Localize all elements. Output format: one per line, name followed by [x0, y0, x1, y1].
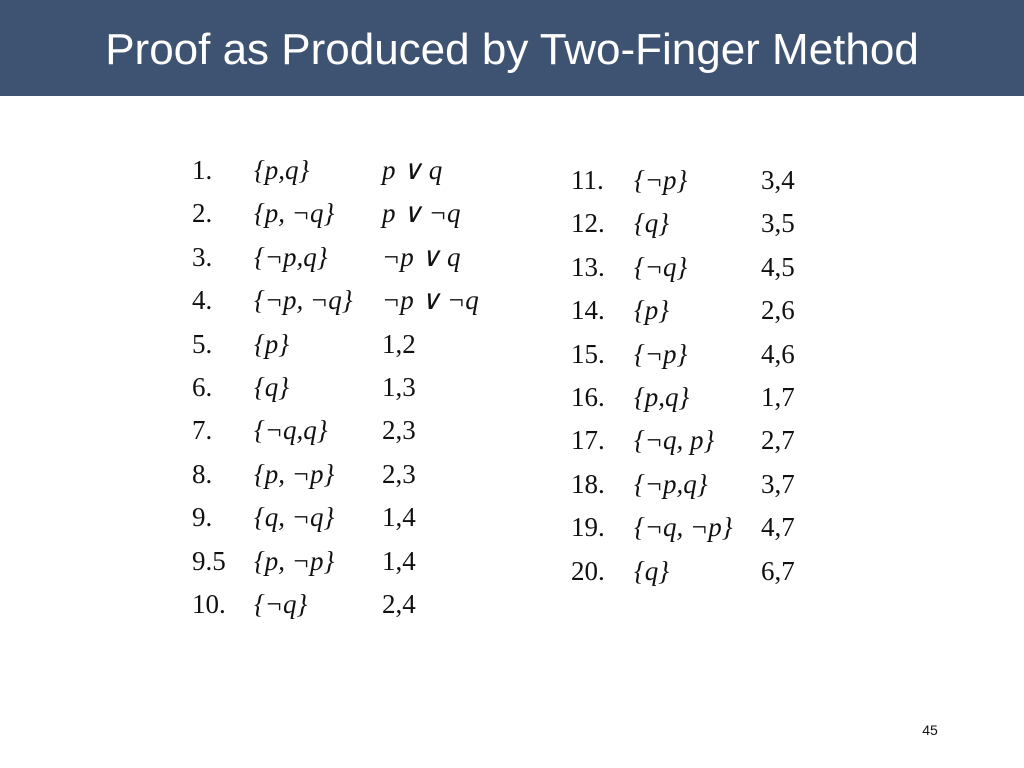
line-number: 20. — [571, 555, 605, 586]
clause-set: {¬q} — [634, 251, 688, 282]
justification: p ∨ ¬q — [382, 198, 461, 229]
clause-set: {p,q} — [634, 381, 690, 412]
clause-set: {p} — [634, 295, 670, 326]
justification: 1,2 — [382, 328, 416, 359]
clause-set: {¬p,q} — [634, 468, 708, 499]
line-number: 14. — [571, 295, 605, 326]
justification: 1,3 — [382, 371, 416, 402]
clause-set: {¬q, ¬p} — [634, 512, 733, 543]
clause-set: {q} — [634, 555, 670, 586]
justification: 3,4 — [761, 165, 795, 195]
page-number: 45 — [922, 722, 938, 738]
line-number: 11. — [571, 165, 604, 195]
line-number: 4. — [192, 285, 213, 316]
justification: 2,4 — [382, 588, 416, 619]
line-number: 7. — [192, 415, 213, 446]
clause-set: {q, ¬q} — [254, 502, 335, 533]
title-bar — [0, 0, 1024, 96]
justification: ¬p ∨ ¬q — [382, 285, 479, 316]
justification: 2,6 — [761, 295, 795, 326]
line-number: 15. — [571, 338, 605, 369]
line-number: 17. — [571, 425, 605, 456]
line-number: 12. — [571, 208, 605, 239]
clause-set: {p, ¬q} — [254, 198, 335, 229]
clause-set: {¬q} — [254, 588, 308, 619]
justification: 2,7 — [761, 425, 795, 456]
justification: 4,6 — [761, 338, 795, 369]
justification: 4,7 — [761, 512, 795, 543]
justification: 3,7 — [761, 468, 795, 499]
justification: 1,4 — [382, 545, 416, 576]
clause-set: {p} — [254, 328, 290, 359]
justification: 4,5 — [761, 251, 795, 282]
clause-set: {¬p} — [634, 338, 688, 369]
clause-set: {¬q,q} — [254, 415, 328, 446]
clause-set: {¬p, ¬q} — [254, 285, 353, 316]
clause-set: {q} — [254, 371, 290, 402]
clause-set: {¬q, p} — [634, 425, 715, 456]
justification: ¬p ∨ q — [382, 241, 461, 272]
justification: 1,4 — [382, 502, 416, 533]
line-number: 9. — [192, 502, 213, 533]
line-number: 6. — [192, 371, 213, 402]
justification: 1,7 — [761, 381, 795, 412]
slide-title: Proof as Produced by Two-Finger Method — [105, 25, 919, 74]
justification: 6,7 — [761, 555, 795, 586]
justification: 2,3 — [382, 458, 416, 489]
line-number: 9.5 — [192, 545, 226, 576]
justification: 2,3 — [382, 415, 416, 446]
line-number: 19. — [571, 512, 605, 543]
clause-set: {p, ¬p} — [254, 545, 335, 576]
clause-set: {¬p,q} — [254, 241, 328, 272]
line-number: 18. — [571, 468, 605, 499]
clause-set: {p,q} — [254, 155, 310, 185]
line-number: 8. — [192, 458, 213, 489]
clause-set: {¬p} — [634, 165, 688, 195]
line-number: 16. — [571, 381, 605, 412]
clause-set: {q} — [634, 208, 670, 239]
line-number: 10. — [192, 588, 226, 619]
clause-set: {p, ¬p} — [254, 458, 335, 489]
line-number: 13. — [571, 251, 605, 282]
line-number: 1. — [192, 155, 213, 185]
line-number: 2. — [192, 198, 213, 229]
justification: 3,5 — [761, 208, 795, 239]
line-number: 3. — [192, 241, 213, 272]
line-number: 5. — [192, 328, 213, 359]
justification: p ∨ q — [382, 155, 443, 185]
